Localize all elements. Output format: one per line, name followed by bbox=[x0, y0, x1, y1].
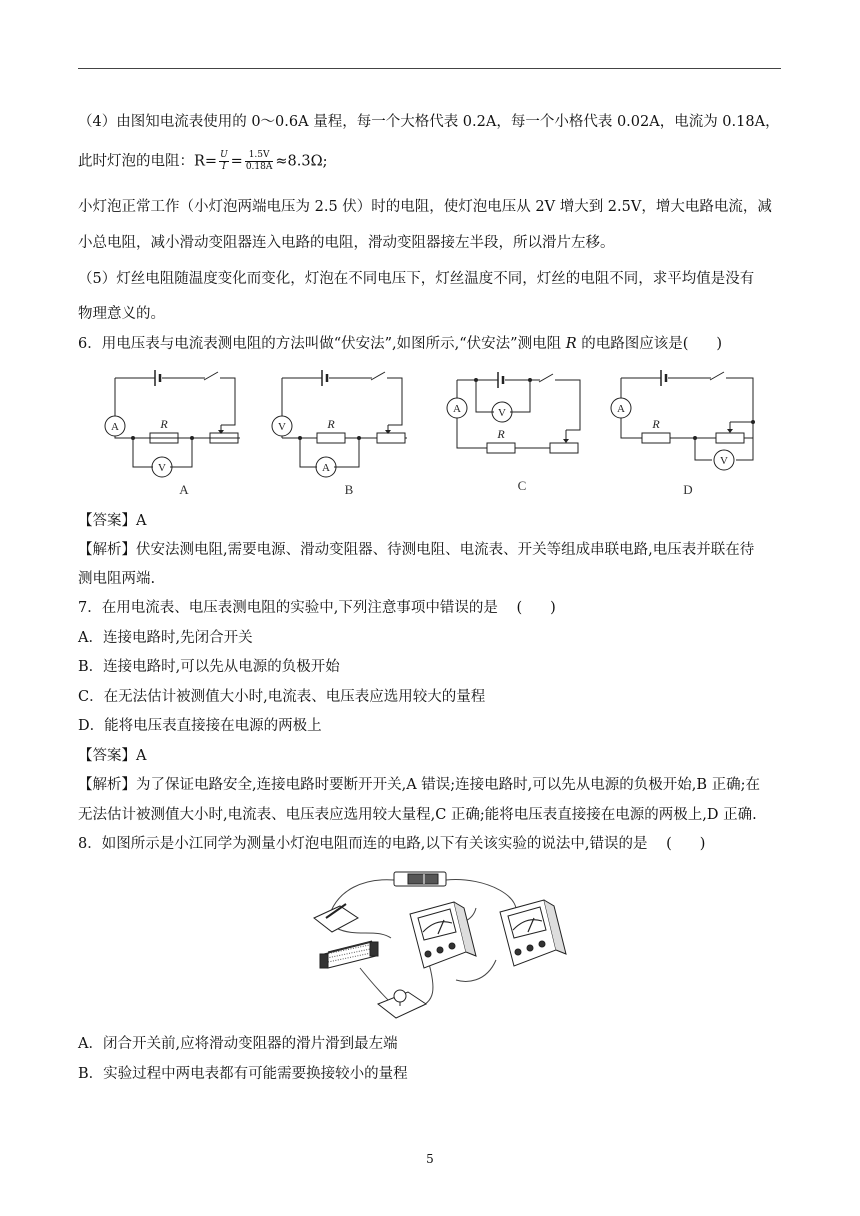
q4-line2 bbox=[78, 150, 328, 173]
voltmeter-label-d: V bbox=[720, 455, 728, 467]
ammeter-label-d: A bbox=[617, 403, 625, 415]
fraction-u-over-i bbox=[219, 150, 229, 173]
diagram-label-b: B bbox=[344, 482, 354, 497]
q6-circuit-diagrams bbox=[90, 360, 780, 500]
q6-stem-post: 的电路图应该是( bbox=[581, 336, 689, 352]
q7-analysis-line1: 【解析】为了保证电路安全,连接电路时要断开开关,A 错误;连接电路时,可以先从电源的负极开始,B 正确;在 bbox=[78, 777, 761, 793]
equals-sign: = bbox=[230, 153, 243, 170]
q6-stem-pre: 6．用电压表与电流表测电阻的方法叫做“伏安法”,如图所示,“伏安法”测电阻 bbox=[78, 336, 562, 352]
q4-line2-suffix: ≈8.3Ω; bbox=[275, 153, 328, 170]
q4-line4: 小总电阻，减小滑动变阻器连入电路的电阻，滑动变阻器接左半段，所以滑片左移。 bbox=[78, 235, 615, 251]
resistor-label-b: R bbox=[327, 417, 335, 431]
ammeter-label-a: A bbox=[111, 421, 119, 433]
frac1-num: U bbox=[220, 150, 228, 160]
q7-stem-open: ( bbox=[516, 600, 523, 616]
q8-stem bbox=[78, 834, 705, 854]
voltmeter-label-b: V bbox=[278, 421, 286, 433]
q8-stem-close: ) bbox=[699, 836, 706, 852]
page-number: 5 bbox=[426, 1152, 434, 1166]
q7-option-c: C．在无法估计被测值大小时,电流表、电压表应选用较大的量程 bbox=[78, 689, 486, 705]
q7-answer: 【答案】A bbox=[78, 748, 147, 764]
frac2-num: 1.5V bbox=[245, 150, 274, 162]
q6-stem bbox=[78, 334, 722, 354]
q8-option-b: B．实验过程中两电表都有可能需要换接较小的量程 bbox=[78, 1066, 408, 1082]
q7-option-b: B．连接电路时,可以先从电源的负极开始 bbox=[78, 659, 340, 675]
q5-line1: （5）灯丝电阻随温度变化而变化，灯泡在不同电压下，灯丝温度不同，灯丝的电阻不同，求平均值是没有 bbox=[78, 271, 755, 287]
voltmeter-label-a: V bbox=[158, 462, 166, 474]
q4-line1: （4）由图知电流表使用的 0～0.6A 量程，每一个大格代表 0.2A，每一个小格代表 0.02A，电流为 0.18A， bbox=[78, 114, 780, 130]
resistor-label-c: R bbox=[497, 427, 505, 441]
ammeter-label-c: A bbox=[453, 403, 461, 415]
q6-answer: 【答案】A bbox=[78, 513, 147, 529]
q6-stem-close: ) bbox=[716, 336, 723, 352]
q6-stem-var: R bbox=[565, 336, 577, 352]
q8-option-a: A．闭合开关前,应将滑动变阻器的滑片滑到最左端 bbox=[78, 1036, 398, 1052]
voltmeter-label-c: V bbox=[498, 407, 506, 419]
q7-option-a: A．连接电路时,先闭合开关 bbox=[78, 630, 253, 646]
fraction-values bbox=[245, 150, 274, 173]
q5-line2: 物理意义的。 bbox=[78, 306, 165, 322]
resistor-label-a: R bbox=[160, 417, 168, 431]
q4-line2-prefix: 此时灯泡的电阻：R= bbox=[78, 153, 218, 170]
resistor-label-d: R bbox=[652, 417, 660, 431]
diagram-label-d: D bbox=[683, 482, 693, 497]
q6-analysis-line2: 测电阻两端. bbox=[78, 571, 156, 587]
q8-stem-open: ( bbox=[666, 836, 672, 852]
q8-stem-text: 8．如图所示是小江同学为测量小灯泡电阻而连的电路,以下有关该实验的说法中,错误的是 bbox=[78, 836, 648, 852]
header-rule bbox=[78, 68, 781, 69]
frac2-den: 0.18A bbox=[245, 162, 273, 172]
diagram-label-a: A bbox=[179, 482, 189, 497]
q8-apparatus-drawing bbox=[296, 868, 576, 1028]
frac1-den: I bbox=[222, 162, 226, 172]
q7-stem bbox=[78, 598, 556, 618]
q7-analysis-line2: 无法估计被测值大小时,电流表、电压表应选用较大量程,C 正确;能将电压表直接接在电源的两极上,D 正确. bbox=[78, 807, 757, 823]
q4-line3: 小灯泡正常工作（小灯泡两端电压为 2.5 伏）时的电阻，使灯泡电压从 2V 增大到 2.5V，增大电路电流，减 bbox=[78, 199, 772, 215]
ammeter-label-b: A bbox=[322, 462, 330, 474]
q7-stem-close: ) bbox=[550, 600, 556, 616]
diagram-label-c: C bbox=[517, 478, 527, 493]
q6-analysis-line1: 【解析】伏安法测电阻,需要电源、滑动变阻器、待测电阻、电流表、开关等组成串联电路,电压表并联在待 bbox=[78, 542, 755, 558]
q7-option-d: D．能将电压表直接接在电源的两极上 bbox=[78, 718, 322, 734]
q7-stem-text: 7．在用电流表、电压表测电阻的实验中,下列注意事项中错误的是 bbox=[78, 600, 498, 616]
